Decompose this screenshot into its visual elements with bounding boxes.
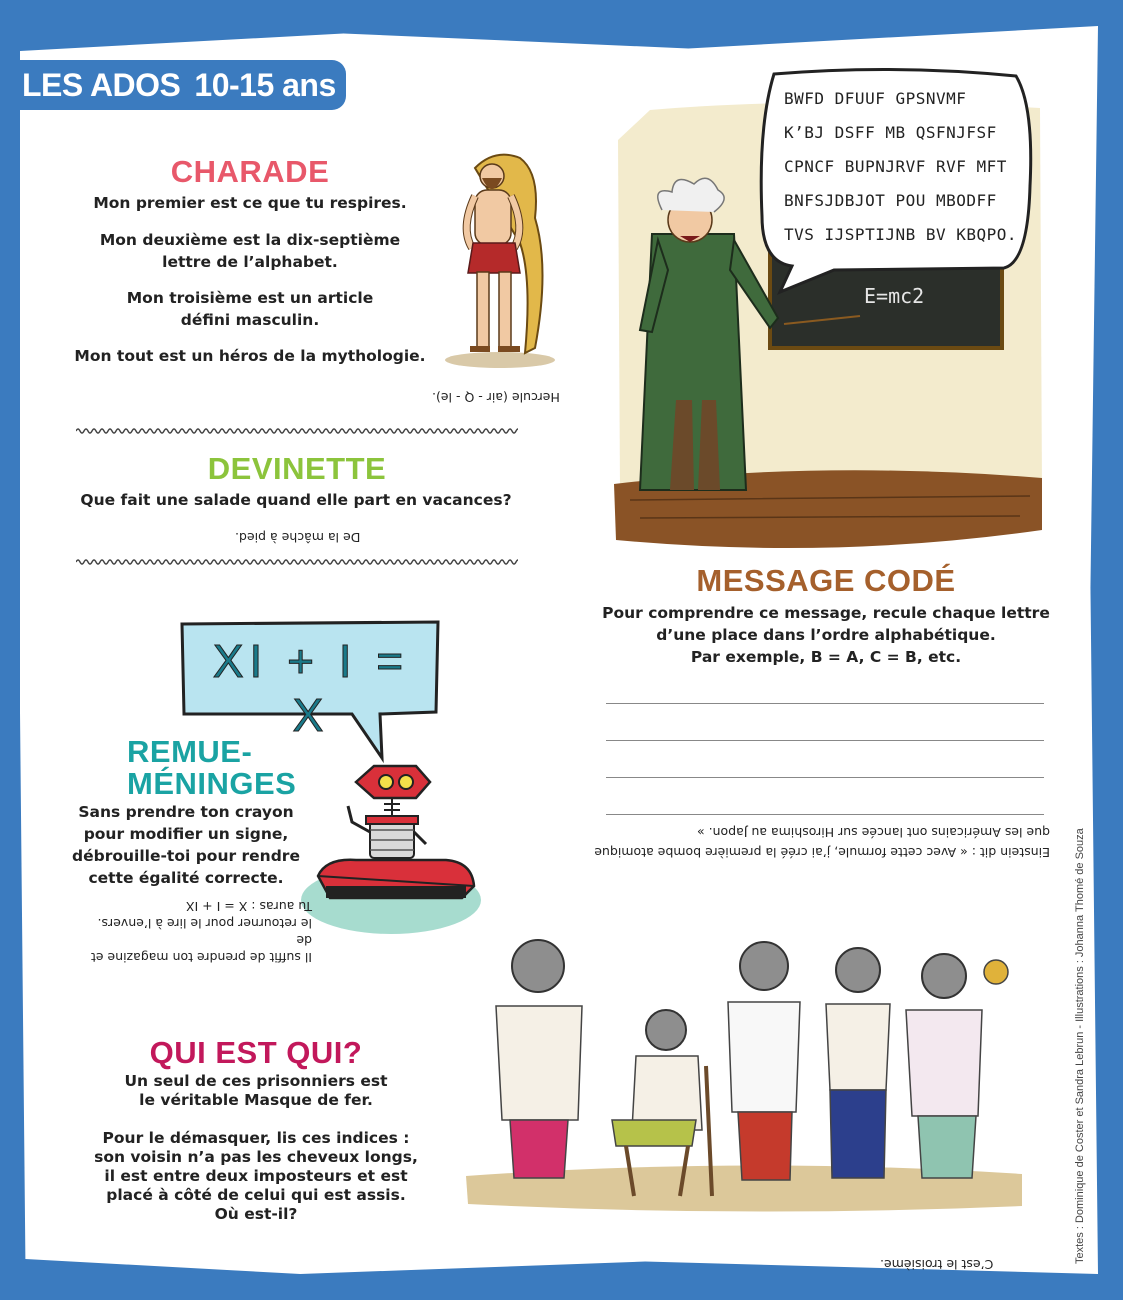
credits: Textes : Dominique de Coster et Sandra Lebrun - Illustrations : Johanna Thomé de Souza — [1074, 828, 1086, 1264]
remue-answer-line: Il suffit de prendre ton magazine et de — [90, 933, 312, 965]
qui-line: son voisin n’a pas les cheveux longs, — [94, 1148, 418, 1166]
devinette-answer: De la mâche à pied. — [235, 530, 361, 545]
section-tag — [20, 60, 346, 110]
qui-line: Un seul de ces prisonniers est — [124, 1072, 388, 1090]
robot-illustration — [296, 760, 486, 935]
qui-line: le véritable Masque de fer. — [139, 1091, 373, 1109]
remue-title — [127, 734, 297, 801]
code-message — [784, 82, 1024, 252]
message-line: d’une place dans l’ordre alphabétique. — [656, 626, 996, 644]
answer-line[interactable] — [606, 740, 1044, 741]
charade-title: CHARADE — [170, 154, 330, 189]
qui-line: placé à côté de celui qui est assis. — [106, 1186, 406, 1204]
charade-text — [70, 192, 430, 367]
divider-squiggle — [76, 557, 518, 567]
message-answer — [590, 822, 1050, 862]
charade-line: Mon tout est un héros de la mythologie. — [74, 347, 426, 365]
devinette-title: DEVINETTE — [207, 451, 387, 486]
message-answer-line: Einstein dit : « Avec cette formule, j’ai créé la première bombe atomique — [594, 845, 1050, 860]
message-text — [594, 602, 1058, 668]
blackboard-formula: E=mc2 — [864, 284, 925, 308]
qui-answer: C’est le troisième. — [880, 1257, 994, 1272]
remue-line: Sans prendre ton crayon — [78, 803, 294, 821]
qui-line: Pour le démasquer, lis ces indices : — [102, 1129, 410, 1147]
remue-text — [56, 801, 316, 889]
charade-line: Mon premier est ce que tu respires. — [93, 194, 407, 212]
devinette-question: Que fait une salade quand elle part en vacances? — [80, 491, 512, 509]
remue-line: débrouille-toi pour rendre — [72, 847, 300, 865]
answer-line[interactable] — [606, 814, 1044, 815]
qui-title: QUI EST QUI? — [149, 1035, 363, 1070]
remue-answer-line: Tu auras : X = I + IX — [185, 899, 312, 914]
remue-title-line: MÉNINGES — [127, 766, 297, 801]
code-line: BWFD DFUUF GPSNVMF — [784, 89, 967, 108]
code-line: CPNCF BUPNJRVF RVF MFT — [784, 157, 1007, 176]
charade-line: lettre de l’alphabet. — [162, 253, 338, 271]
divider-squiggle — [76, 426, 518, 436]
hercules-illustration — [440, 148, 570, 373]
charade-answer: Hercule (air - Q - le). — [432, 390, 560, 405]
message-line: Pour comprendre ce message, recule chaque lettre — [602, 604, 1050, 622]
charade-line: défini masculin. — [180, 311, 320, 329]
qui-line: Où est-il? — [214, 1205, 298, 1223]
prisoners-illustration — [466, 906, 1026, 1212]
message-line: Par exemple, B = A, C = B, etc. — [690, 648, 962, 666]
code-line: BNFSJDBJOT POU MBODFF — [784, 191, 997, 210]
section-label: LES ADOS — [22, 67, 181, 103]
charade-line: Mon troisième est un article — [126, 289, 374, 307]
remue-line: pour modifier un signe, — [83, 825, 289, 843]
equation-text: XI + I = X — [212, 635, 410, 741]
answer-line[interactable] — [606, 777, 1044, 778]
remue-answer-line: le retourner pour le lire à l’envers. — [97, 916, 312, 931]
code-line: TVS IJSPTIJNB BV KBQPO. — [784, 225, 1018, 244]
remue-title-line: REMUE- — [127, 734, 253, 769]
charade-line: Mon deuxième est la dix-septième — [99, 231, 401, 249]
qui-line: il est entre deux imposteurs et est — [104, 1167, 408, 1185]
remue-answer — [72, 898, 312, 966]
message-title: MESSAGE CODÉ — [696, 563, 956, 598]
qui-text — [76, 1072, 436, 1224]
age-label: 10-15 ans — [194, 67, 336, 103]
message-answer-line: que les Américains ont lancée sur Hiroshima au Japon. » — [697, 825, 1050, 840]
answer-line[interactable] — [606, 703, 1044, 704]
remue-line: cette égalité correcte. — [88, 869, 284, 887]
code-line: K’BJ DSFF MB QSFNJFSF — [784, 123, 997, 142]
